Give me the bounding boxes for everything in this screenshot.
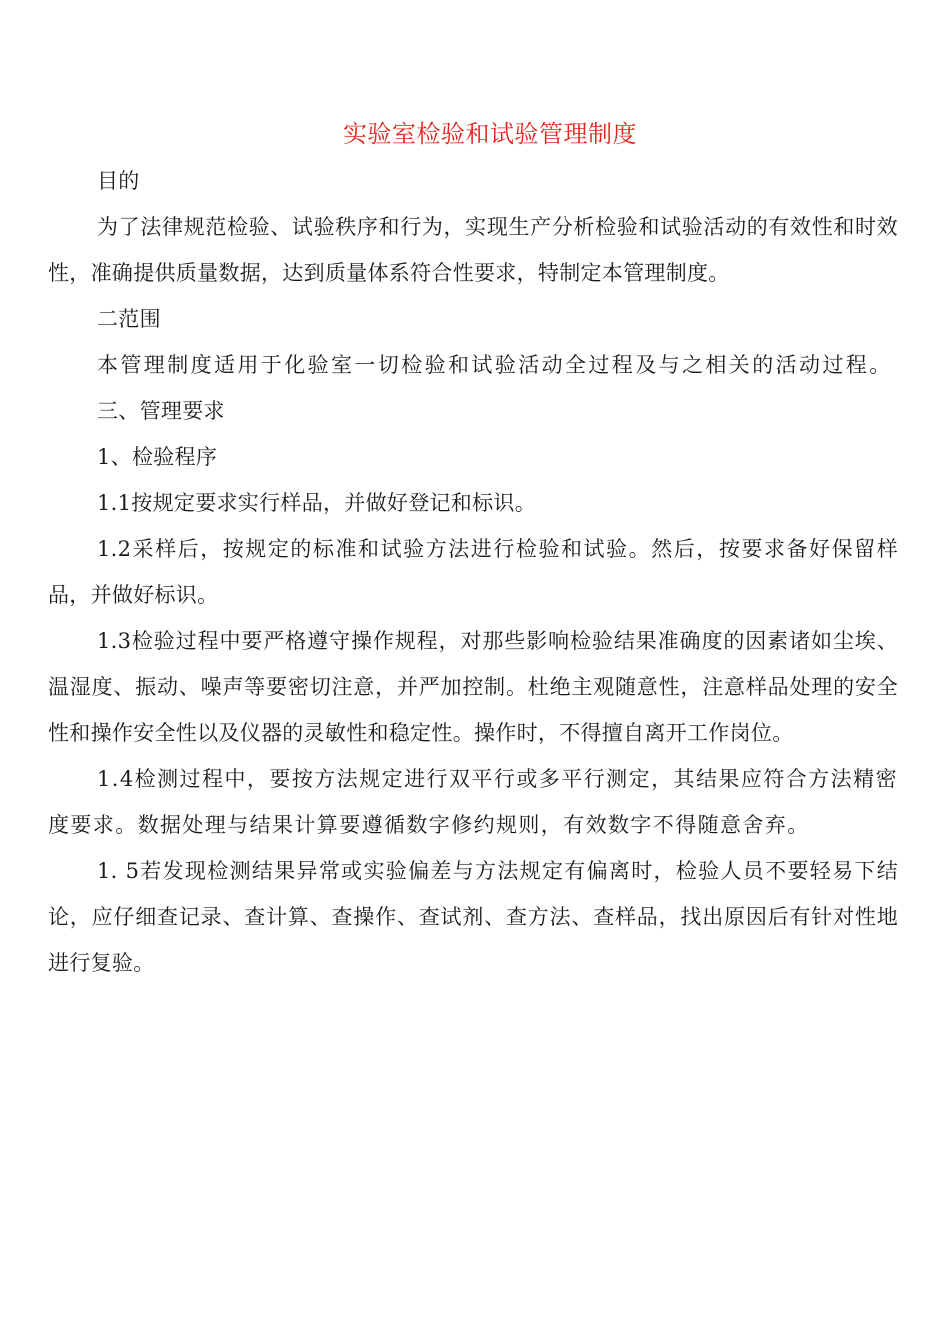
- section-heading-scope: 二范围: [97, 307, 161, 331]
- subsection-heading-inspection-procedure: 1、检验程序: [97, 445, 218, 469]
- paragraph-scope: 本管理制度适用于化验室一切检验和试验活动全过程及与之相关的活动过程。: [97, 353, 893, 377]
- paragraph-purpose: 为了法律规范检验、试验秩序和行为，实现生产分析检验和试验活动的有效性和时效性，准确提供质量数据，达到质量体系符合性要求，特制定本管理制度。: [48, 215, 898, 285]
- section-heading-requirements: 三、管理要求: [97, 399, 225, 423]
- document-body: [48, 158, 898, 986]
- clause-1-2: 1.2采样后，按规定的标准和试验方法进行检验和试验。然后，按要求备好保留样品，并做好标识。: [48, 537, 898, 607]
- document-title: 实验室检验和试验管理制度: [343, 120, 637, 148]
- clause-1-5: 1. 5若发现检测结果异常或实验偏差与方法规定有偏离时，检验人员不要轻易下结论，应仔细查记录、查计算、查操作、查试剂、查方法、查样品，找出原因后有针对性地进行复验。: [48, 859, 898, 975]
- clause-1-4: 1.4检测过程中，要按方法规定进行双平行或多平行测定，其结果应符合方法精密度要求。数据处理与结果计算要遵循数字修约规则，有效数字不得随意舍弃。: [48, 767, 898, 837]
- section-heading-purpose: 目的: [97, 169, 140, 193]
- clause-1-3: 1.3检验过程中要严格遵守操作规程，对那些影响检验结果准确度的因素诸如尘埃、温湿度、振动、噪声等要密切注意，并严加控制。杜绝主观随意性，注意样品处理的安全性和操作安全性以及仪器的灵敏性和稳定性。操作时，不得擅自离开工作岗位。: [48, 629, 898, 745]
- clause-1-1: 1.1按规定要求实行样品，并做好登记和标识。: [97, 491, 536, 515]
